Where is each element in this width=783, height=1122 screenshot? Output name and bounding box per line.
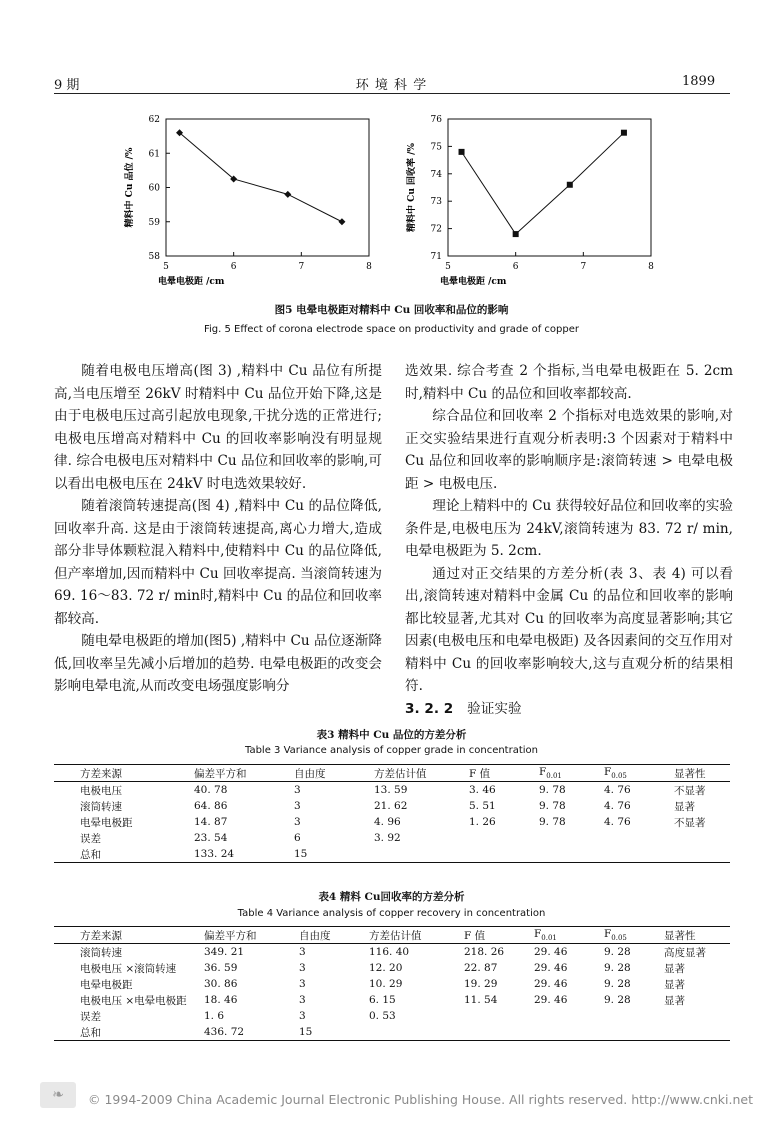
table-row <box>54 944 730 961</box>
column-header: F 值 <box>464 927 534 944</box>
x-axis-label: 电晕电极距 /cm <box>440 277 507 285</box>
subsection-title: 验证实验 <box>467 700 522 717</box>
table-cell: 总和 <box>54 846 194 863</box>
y-tick-label: 74 <box>430 169 442 180</box>
table-cell: 误差 <box>80 832 101 845</box>
left-column <box>54 360 382 698</box>
table-cell: 29. 46 <box>534 978 568 990</box>
table-cell <box>469 830 539 846</box>
table-cell: 4. 76 <box>604 816 631 828</box>
table-cell: 3. 46 <box>469 784 496 796</box>
table-cell: 不显著 <box>674 784 706 797</box>
header-rule <box>54 93 730 94</box>
cnki-logo-icon: ❧ <box>40 1082 76 1108</box>
table-cell: 64. 86 <box>194 800 228 812</box>
table-cell: 12. 20 <box>369 962 403 974</box>
paragraph: 通过对正交结果的方差分析(表 3、表 4) 可以看出,滚筒转速对精料中金属 Cu 的品位和回收率的影响都比较显著,尤其对 Cu 的回收率为高度显著影响;其它因素(电极电压和电晕电极距) 及各因素间的交互作用对精料中 Cu 的回收率影响较大,这与直观分析的结果相符. <box>405 565 733 694</box>
table-cell <box>664 1024 730 1041</box>
column-header: 方差来源 <box>54 765 194 782</box>
table-row <box>54 814 730 830</box>
data-point <box>284 191 291 198</box>
paragraph: 随着滚筒转速提高(图 4) ,精料中 Cu 的品位降低,回收率升高. 这是由于滚筒转速提高,离心力增大,造成部分非导体颗粒混入精料中,使精料中 Cu 的品位降低,但产率增加,因而精料中 Cu 回收率提高. 当滚筒转速为 69. 16～83. 72 r/ min时,精料中 Cu 的品位和回收率都较高. <box>54 498 382 627</box>
data-point <box>567 182 573 188</box>
figure-caption-en: Fig. 5 Effect of corona electrode space on productivity and grade of copper <box>203 324 580 335</box>
series-line <box>180 133 342 222</box>
table-cell: 电晕电极距 <box>80 978 133 991</box>
table-cell <box>539 830 604 846</box>
data-point <box>513 231 519 237</box>
column-header: 方差估计值 <box>374 765 469 782</box>
table-cell: 23. 54 <box>194 832 228 844</box>
table-cell <box>369 1024 464 1041</box>
table-cell: 9. 28 <box>604 946 631 958</box>
page-number: 1899 <box>682 74 716 89</box>
table-cell: 15 <box>299 1024 369 1041</box>
y-tick-label: 59 <box>148 217 160 228</box>
table-cell: 11. 54 <box>464 994 498 1006</box>
x-tick-label: 6 <box>230 262 237 272</box>
issue-number: 9 期 <box>54 78 80 93</box>
table-cell: 滚筒转速 <box>80 800 122 813</box>
column-header: $F_{0.01}$ <box>539 765 604 782</box>
table-cell <box>469 846 539 863</box>
table-cell: 不显著 <box>674 816 706 829</box>
column-header: $F_{0.01}$ <box>534 927 604 944</box>
paragraph: 随电晕电极距的增加(图5) ,精料中 Cu 品位逐渐降低,回收率呈先减小后增加的趋势. 电晕电极距的改变会影响电晕电流,从而改变电场强度影响分 <box>54 633 382 694</box>
table-cell <box>604 1008 664 1024</box>
table-cell: 6. 15 <box>369 994 396 1006</box>
column-header: 方差估计值 <box>369 927 464 944</box>
table-cell: 40. 78 <box>194 784 228 796</box>
table-cell: 4. 76 <box>604 784 631 796</box>
table-cell: 21. 62 <box>374 800 408 812</box>
table-cell: 29. 46 <box>534 946 568 958</box>
table-cell: 3 <box>299 1010 306 1022</box>
table-cell: 4. 76 <box>604 800 631 812</box>
table4 <box>54 926 730 1041</box>
journal-title: 环 境 科 学 <box>355 78 428 93</box>
table-cell: 显著 <box>664 962 685 975</box>
y-tick-label: 62 <box>148 115 160 125</box>
table-cell: 5. 51 <box>469 800 496 812</box>
table-cell: 3 <box>299 962 306 974</box>
table-cell: 30. 86 <box>204 978 238 990</box>
y-tick-label: 61 <box>148 149 160 160</box>
column-header: 自由度 <box>299 927 369 944</box>
paragraph: 综合品位和回收率 2 个指标对电选效果的影响,对正交实验结果进行直观分析表明:3 个因素对于精料中 Cu 品位和回收率的影响顺序是:滚筒转速 > 电晕电极距 > 电极电压. <box>405 408 733 492</box>
table-cell: 29. 46 <box>534 994 568 1006</box>
column-header: 显著性 <box>664 927 730 944</box>
y-tick-label: 60 <box>148 183 160 194</box>
table-cell: 总和 <box>54 1024 204 1041</box>
table-cell: 3 <box>294 784 301 796</box>
column-header: 自由度 <box>294 765 374 782</box>
copyright-footer: © 1994-2009 China Academic Journal Electronic Publishing House. All rights reserved. http://www.cnki.net <box>88 1092 753 1107</box>
series-line <box>462 133 624 234</box>
table-cell: 116. 40 <box>369 946 410 958</box>
table-cell: 电极电压 <box>80 784 122 797</box>
figure-caption-zh: 图5 电晕电极距对精料中 Cu 回收率和品位的影响 <box>274 304 509 316</box>
table-cell: 6 <box>294 832 301 844</box>
table-cell: 133. 24 <box>194 846 294 863</box>
table-cell <box>604 1024 664 1041</box>
x-tick-label: 7 <box>298 262 305 272</box>
x-tick-label: 8 <box>366 262 372 272</box>
table-row <box>54 960 730 976</box>
table-row <box>54 798 730 814</box>
y-axis-label: 精料中 Cu 品位 /% <box>125 147 135 228</box>
x-axis-label: 电晕电极距 /cm <box>158 277 225 285</box>
paragraph: 理论上精料中的 Cu 获得较好品位和回收率的实验条件是,电极电压为 24kV,滚筒转速为 83. 72 r/ min,电晕电极距为 5. 2cm. <box>405 498 733 559</box>
table-cell: 18. 46 <box>204 994 238 1006</box>
chart-recovery <box>392 105 672 285</box>
table-cell: 3 <box>299 994 306 1006</box>
table-cell <box>604 830 674 846</box>
table-cell: 15 <box>294 846 374 863</box>
chart-grade <box>110 105 390 285</box>
table-cell: 9. 28 <box>604 962 631 974</box>
table-cell: 19. 29 <box>464 978 498 990</box>
data-point <box>459 149 465 155</box>
y-tick-label: 75 <box>430 142 442 153</box>
y-tick-label: 76 <box>430 115 442 125</box>
table-cell <box>674 846 730 863</box>
table-cell <box>374 846 469 863</box>
table-cell: 13. 59 <box>374 784 408 796</box>
paragraph: 随着电极电压增高(图 3) ,精料中 Cu 品位有所提高,当电压增至 26kV 时精料中 Cu 品位开始下降,这是由于电极电压过高引起放电现象,干扰分选的正常进行;电极电压增高对精料中 Cu 的回收率影响没有明显规律. 综合电极电压对精料中 Cu 品位和回收率的影响,可以看出电极电压在 24kV 时电选效果较好. <box>54 363 382 492</box>
table-cell <box>534 1024 604 1041</box>
table-cell: 9. 28 <box>604 978 631 990</box>
table-row <box>54 782 730 799</box>
table-cell: 14. 87 <box>194 816 228 828</box>
table-row <box>54 1024 730 1041</box>
right-column <box>405 360 733 720</box>
y-tick-label: 73 <box>430 197 442 208</box>
table-cell: 3 <box>294 800 301 812</box>
table-cell: 218. 26 <box>464 946 505 958</box>
data-point <box>338 218 345 225</box>
table-header-row <box>54 927 730 944</box>
subsection-heading <box>405 698 733 721</box>
table-cell: 电晕电极距 <box>80 816 133 829</box>
table3-caption-en: Table 3 Variance analysis of copper grade in concentration <box>244 745 538 756</box>
x-tick-label: 5 <box>163 262 169 272</box>
table-cell: 误差 <box>80 1010 101 1023</box>
y-tick-label: 58 <box>148 252 160 262</box>
table-cell: 1. 26 <box>469 816 496 828</box>
column-header: 偏差平方和 <box>204 927 299 944</box>
table-cell <box>464 1008 534 1024</box>
column-header: 显著性 <box>674 765 730 782</box>
table-cell: 显著 <box>674 800 695 813</box>
table4-caption-en: Table 4 Variance analysis of copper recovery in concentration <box>237 908 546 919</box>
table-row <box>54 992 730 1008</box>
table-cell: 电极电压 ×滚筒转速 <box>80 962 177 975</box>
table-cell: 29. 46 <box>534 962 568 974</box>
table-row <box>54 976 730 992</box>
table3 <box>54 764 730 863</box>
table-cell: 3 <box>294 816 301 828</box>
column-header: F 值 <box>469 765 539 782</box>
table-row <box>54 846 730 863</box>
table-cell <box>464 1024 534 1041</box>
table-row <box>54 1008 730 1024</box>
table-cell: 436. 72 <box>204 1024 299 1041</box>
table-cell: 22. 87 <box>464 962 498 974</box>
table-cell <box>604 846 674 863</box>
y-axis-label: 精料中 Cu 回收率 /% <box>407 143 417 232</box>
table-cell: 3 <box>299 978 306 990</box>
table-cell: 电极电压 ×电晕电极距 <box>80 994 187 1007</box>
table-cell: 高度显著 <box>664 946 706 959</box>
table-cell: 349. 21 <box>204 946 245 958</box>
table4-caption-zh: 表4 精料 Cu回收率的方差分析 <box>318 891 465 903</box>
column-header: $F_{0.05}$ <box>604 927 664 944</box>
column-header: $F_{0.05}$ <box>604 765 674 782</box>
table-cell: 显著 <box>664 994 685 1007</box>
table-cell: 10. 29 <box>369 978 403 990</box>
y-tick-label: 72 <box>430 224 442 235</box>
subsection-number: 3. 2. 2 <box>405 700 454 717</box>
table-cell <box>539 846 604 863</box>
table-cell <box>664 1008 730 1024</box>
x-tick-label: 8 <box>648 262 654 272</box>
data-point <box>621 130 627 136</box>
paragraph: 选效果. 综合考查 2 个指标,当电晕电极距在 5. 2cm 时,精料中 Cu 的品位和回收率都较高. <box>405 363 733 402</box>
table-cell: 36. 59 <box>204 962 238 974</box>
table-row <box>54 830 730 846</box>
table-cell <box>534 1008 604 1024</box>
table-cell: 滚筒转速 <box>80 946 122 959</box>
table3-caption-zh: 表3 精料中 Cu 品位的方差分析 <box>316 729 467 741</box>
table-cell: 4. 96 <box>374 816 401 828</box>
table-cell: 3 <box>299 946 306 958</box>
x-tick-label: 6 <box>512 262 519 272</box>
table-cell: 9. 78 <box>539 800 566 812</box>
column-header: 偏差平方和 <box>194 765 294 782</box>
table-cell: 显著 <box>664 978 685 991</box>
x-tick-label: 7 <box>580 262 587 272</box>
table-cell: 9. 78 <box>539 816 566 828</box>
plot-frame <box>448 119 651 256</box>
plot-frame <box>166 119 369 256</box>
table-header-row <box>54 765 730 782</box>
table-cell: 0. 53 <box>369 1010 396 1022</box>
x-tick-label: 5 <box>445 262 451 272</box>
table-cell: 9. 28 <box>604 994 631 1006</box>
y-tick-label: 71 <box>430 252 442 262</box>
column-header: 方差来源 <box>54 927 204 944</box>
table-cell: 3. 92 <box>374 832 401 844</box>
table-cell <box>674 830 730 846</box>
table-cell: 9. 78 <box>539 784 566 796</box>
table-cell: 1. 6 <box>204 1010 225 1022</box>
